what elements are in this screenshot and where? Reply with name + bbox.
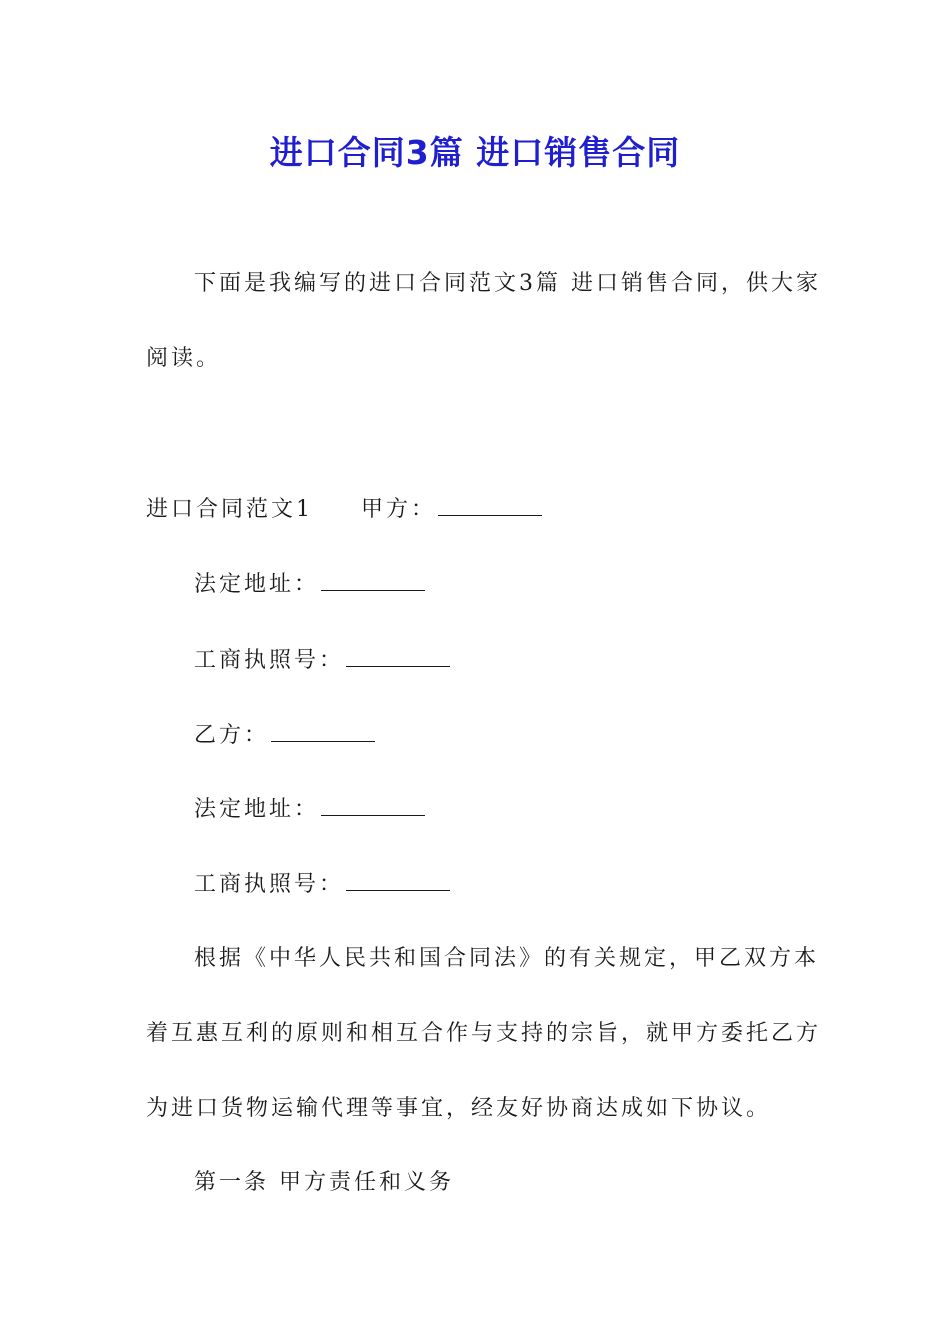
party-a-blank-field[interactable]: [438, 493, 542, 516]
party-b-address-blank-field[interactable]: [321, 793, 425, 816]
section-heading-row: [146, 493, 542, 526]
party-b-license-blank-field[interactable]: [346, 868, 450, 891]
party-b-row: [194, 719, 375, 752]
article-1-heading: 第一条 甲方责任和义务: [194, 1170, 454, 1195]
party-b-address-label: 法定地址：: [194, 797, 320, 822]
intro-paragraph-line-1: 下面是我编写的进口合同范文3篇 进口销售合同，供大家: [194, 271, 821, 296]
body-paragraph-line-2: 着互惠互利的原则和相互合作与支持的宗旨，就甲方委托乙方: [146, 1021, 822, 1046]
body-paragraph-line-1: 根据《中华人民共和国合同法》的有关规定，甲乙双方本: [194, 946, 820, 971]
party-b-address-row: [194, 793, 425, 826]
party-a-license-label: 工商执照号：: [194, 648, 345, 673]
party-b-blank-field[interactable]: [271, 719, 375, 742]
section-label: 进口合同范文1: [146, 497, 313, 522]
party-b-license-row: [194, 868, 450, 901]
intro-paragraph-line-2: 阅读。: [146, 346, 222, 371]
party-a-address-label: 法定地址：: [194, 572, 320, 597]
party-a-label: 甲方：: [361, 497, 437, 522]
party-b-license-label: 工商执照号：: [194, 872, 345, 897]
party-b-label: 乙方：: [194, 723, 270, 748]
body-paragraph-line-3: 为进口货物运输代理等事宜，经友好协商达成如下协议。: [146, 1096, 772, 1121]
party-a-address-row: [194, 568, 425, 601]
party-a-address-blank-field[interactable]: [321, 568, 425, 591]
party-a-license-row: [194, 644, 450, 677]
party-a-license-blank-field[interactable]: [346, 644, 450, 667]
document-title: 进口合同3篇 进口销售合同: [269, 133, 681, 172]
